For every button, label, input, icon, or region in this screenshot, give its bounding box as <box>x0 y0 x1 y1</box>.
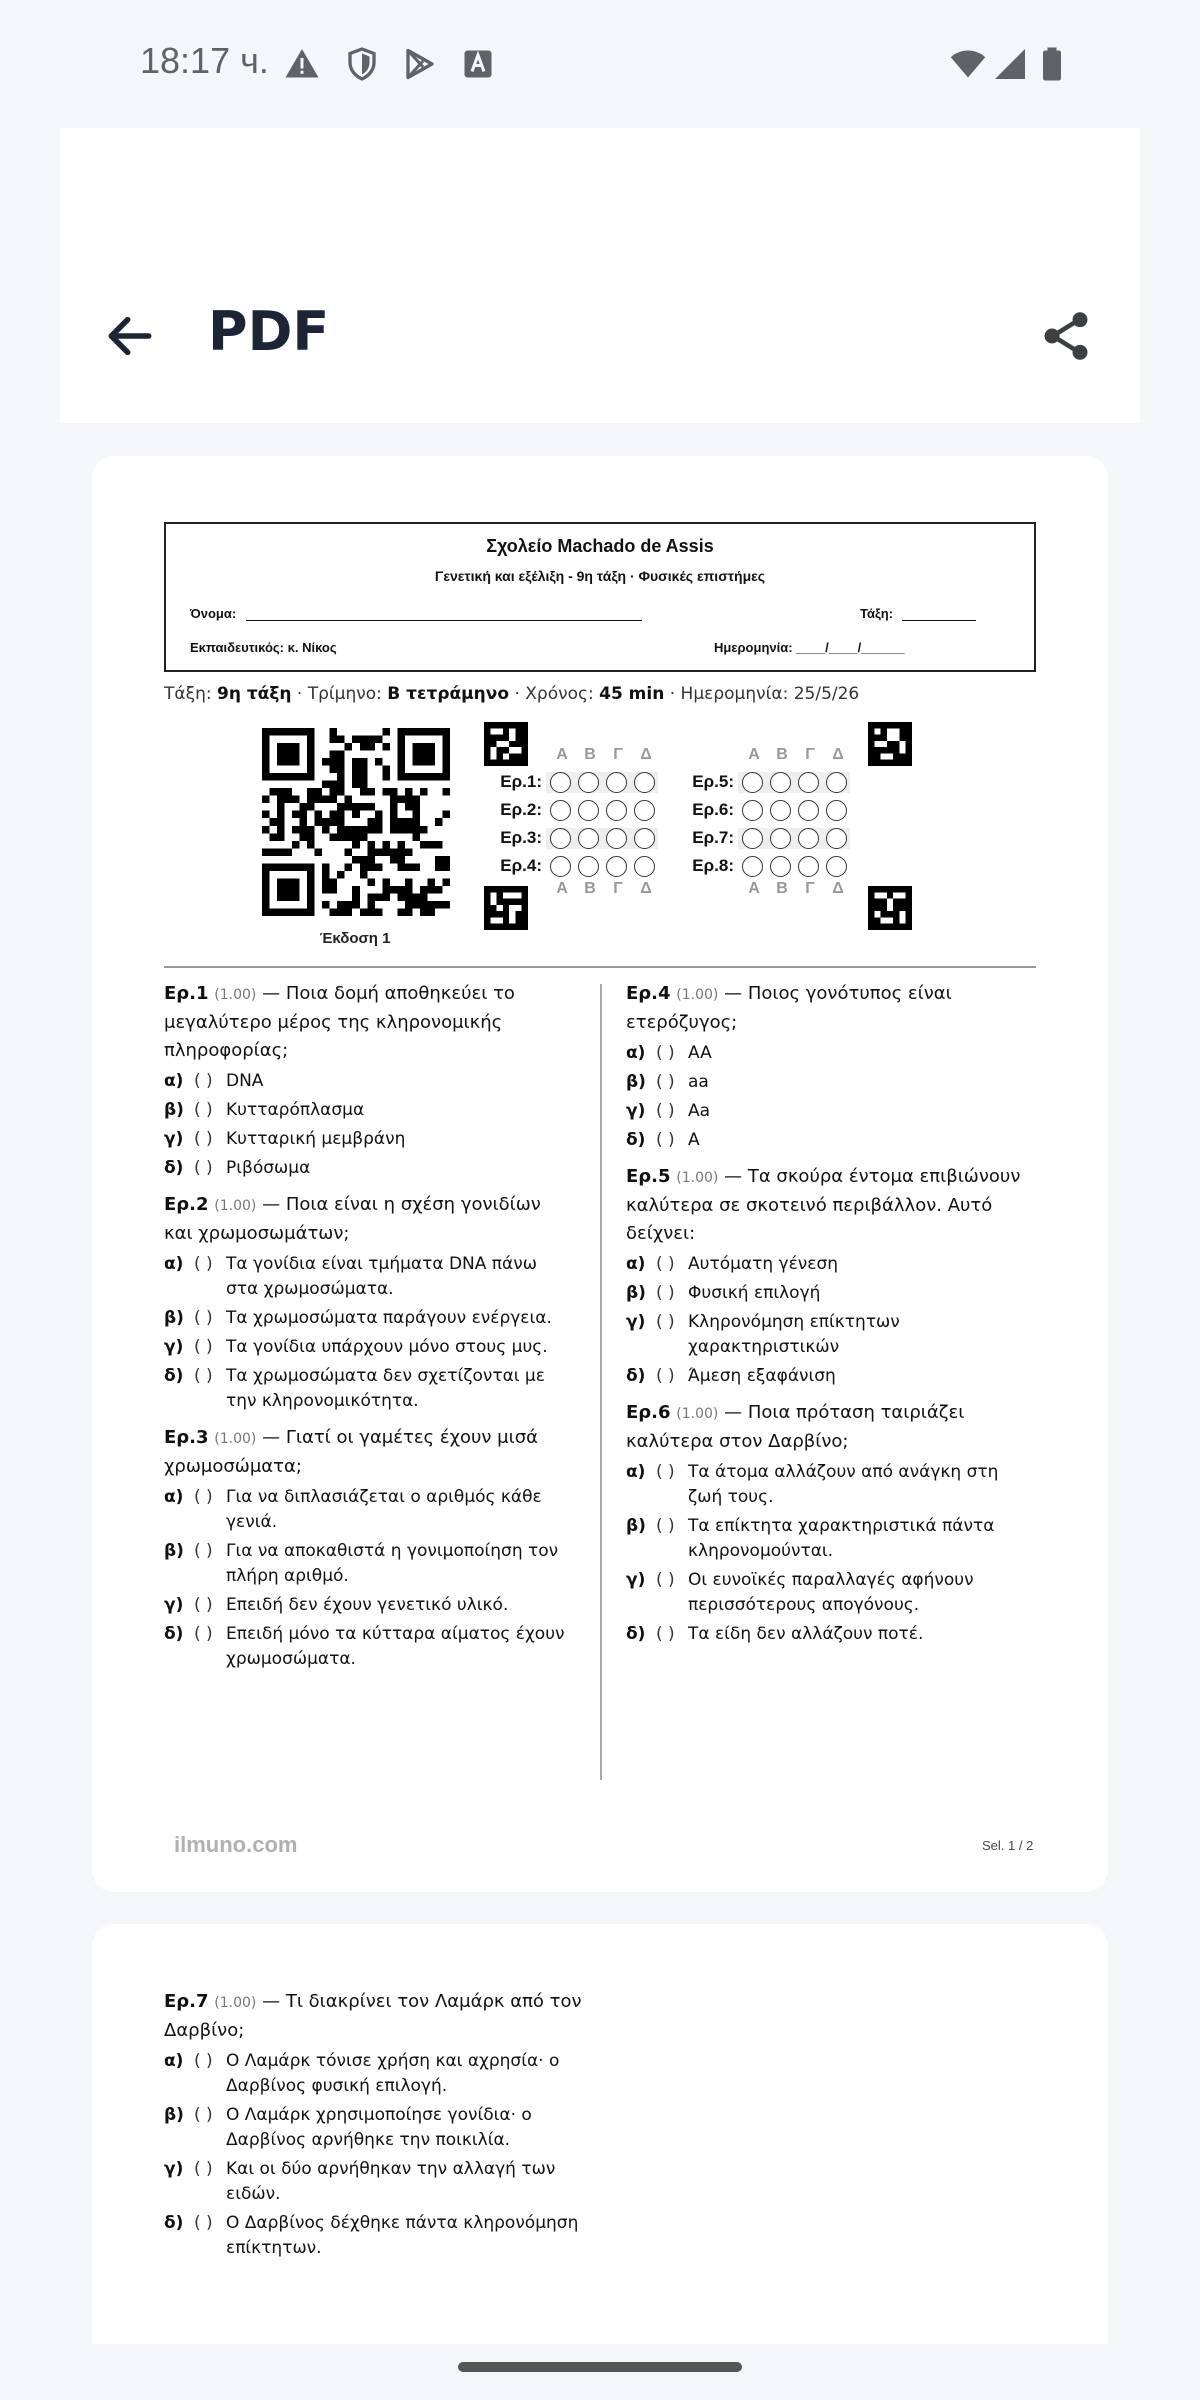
answer-option[interactable] <box>164 1127 574 1152</box>
answer-option[interactable] <box>164 1069 574 1094</box>
option-checkbox[interactable]: ( ) <box>194 1487 213 1507</box>
answer-bubble[interactable] <box>578 772 599 793</box>
answer-row: Ερ.5: <box>684 768 850 796</box>
answer-option[interactable] <box>164 1098 574 1123</box>
option-text: Τα χρωμοσώματα δεν σχετίζονται με την κληρονομικότητα. <box>226 1366 545 1411</box>
option-checkbox[interactable]: ( ) <box>656 1462 675 1482</box>
answer-option[interactable] <box>626 1622 1036 1647</box>
answer-row: Ερ.8: <box>684 852 850 880</box>
info-term-value: B τετράμηνο <box>387 684 510 704</box>
question-number: Ερ.7 <box>164 1991 209 2012</box>
option-checkbox[interactable]: ( ) <box>656 1283 675 1303</box>
option-letter: α) <box>164 1487 184 1507</box>
answer-option[interactable] <box>626 1460 1036 1510</box>
option-checkbox[interactable]: ( ) <box>194 1541 213 1561</box>
info-date: · Ημερομηνία: 25/5/26 <box>664 684 860 704</box>
option-text: Τα άτομα αλλάζουν από ανάγκη στη ζωή τους. <box>688 1462 999 1507</box>
answer-bubble[interactable] <box>634 800 655 821</box>
qr-code <box>262 728 450 916</box>
option-checkbox[interactable]: ( ) <box>656 1130 675 1150</box>
answer-option[interactable] <box>164 2103 584 2153</box>
answer-bubble[interactable] <box>826 772 847 793</box>
option-letter: β) <box>626 1283 646 1303</box>
info-time-label: · Χρόνος: <box>509 684 600 704</box>
option-text: A <box>688 1130 700 1150</box>
grid-letters-top-left: Α Β Γ Δ <box>556 746 652 763</box>
option-checkbox[interactable]: ( ) <box>194 1624 213 1644</box>
question-number: Ερ.3 <box>164 1427 209 1448</box>
question-points: (1.00) <box>214 1431 257 1447</box>
school-name: Σχολείο Machado de Assis <box>486 536 714 556</box>
option-text: Τα επίκτητα χαρακτηριστικά πάντα κληρονομούνται. <box>688 1516 995 1561</box>
option-checkbox[interactable]: ( ) <box>194 1254 213 1274</box>
option-checkbox[interactable]: ( ) <box>194 1158 213 1178</box>
answer-option[interactable] <box>164 1593 574 1618</box>
option-checkbox[interactable]: ( ) <box>194 1071 213 1091</box>
info-term-label: · Τρίμηνο: <box>291 684 388 704</box>
option-checkbox[interactable]: ( ) <box>194 1366 213 1386</box>
section-divider <box>164 966 1036 968</box>
column-separator <box>600 984 602 1780</box>
question-number: Ερ.5 <box>626 1166 671 1187</box>
answer-bubble[interactable] <box>770 856 791 877</box>
answer-option[interactable] <box>626 1041 1036 1066</box>
option-checkbox[interactable]: ( ) <box>656 1366 675 1386</box>
answer-bubble[interactable] <box>578 856 599 877</box>
translate-icon <box>460 46 496 82</box>
answer-bubble[interactable] <box>606 856 627 877</box>
answer-option[interactable] <box>626 1252 1036 1277</box>
answer-option[interactable] <box>626 1128 1036 1153</box>
name-label: Όνομα: <box>190 606 237 621</box>
option-checkbox[interactable]: ( ) <box>656 1254 675 1274</box>
question-text: — Τι διακρίνει τον Λαμάρκ από τον Δαρβίνο; <box>164 1991 582 2041</box>
battery-icon <box>1040 46 1064 82</box>
option-letter: β) <box>164 1308 184 1328</box>
option-checkbox[interactable]: ( ) <box>656 1570 675 1590</box>
play-store-icon <box>402 46 438 82</box>
option-letter: δ) <box>164 1624 184 1644</box>
footer-page-number: Sel. 1 / 2 <box>982 1838 1034 1853</box>
answer-option[interactable] <box>164 2211 584 2261</box>
class-label: Τάξη: <box>860 606 894 621</box>
info-time-value: 45 min <box>599 684 665 704</box>
question <box>164 1424 574 1672</box>
question-points: (1.00) <box>676 1406 719 1422</box>
option-checkbox[interactable]: ( ) <box>656 1624 675 1644</box>
answer-option[interactable] <box>164 2049 584 2099</box>
share-icon[interactable] <box>1038 308 1094 364</box>
question-title <box>626 980 1036 1037</box>
answer-bubble[interactable] <box>798 828 819 849</box>
option-text: Αυτόματη γένεση <box>688 1254 839 1274</box>
answer-option[interactable] <box>626 1310 1036 1360</box>
option-letter: δ) <box>626 1130 646 1150</box>
exam-info <box>164 684 859 704</box>
option-letter: α) <box>626 1254 646 1274</box>
answer-bubble[interactable] <box>550 856 571 877</box>
gesture-nav-bar[interactable] <box>458 2362 742 2372</box>
questions-right-column <box>626 980 1036 1657</box>
option-text: Φυσική επιλογή <box>688 1283 821 1303</box>
teacher-label: Εκπαιδευτικός: κ. Νίκος <box>190 640 337 655</box>
option-text: DNA <box>226 1071 264 1091</box>
answer-option[interactable] <box>164 1306 574 1331</box>
answer-bubble[interactable] <box>550 828 571 849</box>
question-text: — Ποια είναι η σχέση γονιδίων και χρωμοσωμάτων; <box>164 1194 541 1244</box>
question-title <box>626 1399 1036 1456</box>
answer-option[interactable] <box>164 1156 574 1181</box>
option-checkbox[interactable]: ( ) <box>194 1100 213 1120</box>
option-checkbox[interactable]: ( ) <box>656 1101 675 1121</box>
option-letter: α) <box>626 1043 646 1063</box>
option-text: Ο Λαμάρκ τόνισε χρήση και αχρησία· ο Δαρβίνος φυσική επιλογή. <box>226 2051 560 2096</box>
question <box>626 980 1036 1153</box>
question-points: (1.00) <box>676 987 719 1003</box>
answer-bubble[interactable] <box>634 856 655 877</box>
option-letter: γ) <box>626 1570 646 1590</box>
option-checkbox[interactable]: ( ) <box>656 1516 675 1536</box>
option-text: aa <box>688 1072 709 1092</box>
question-title <box>164 980 574 1065</box>
option-text: Τα γονίδια υπάρχουν μόνο στους μυς. <box>226 1337 548 1357</box>
option-text: Aa <box>688 1101 711 1121</box>
answer-bubble[interactable] <box>826 828 847 849</box>
answer-option[interactable] <box>164 2157 584 2207</box>
answer-bubble[interactable] <box>578 828 599 849</box>
answer-bubble[interactable] <box>798 800 819 821</box>
answer-row: Ερ.7: <box>684 824 850 852</box>
grid-letters-bottom-right: Α Β Γ Δ <box>748 880 844 897</box>
pdf-page-1 <box>92 456 1108 1892</box>
question-points: (1.00) <box>214 1995 257 2011</box>
question-points: (1.00) <box>676 1170 719 1186</box>
option-text: Τα χρωμοσώματα παράγουν ενέργεια. <box>226 1308 552 1328</box>
question-title <box>164 1424 574 1481</box>
option-text: Κληρονόμηση επίκτητων χαρακτηριστικών <box>688 1312 900 1357</box>
app-bar <box>60 128 1140 423</box>
option-text: Για να αποκαθιστά η γονιμοποίηση τον πλήρη αριθμό. <box>226 1541 559 1586</box>
answer-option[interactable] <box>164 1622 574 1672</box>
fiducial-marker <box>868 722 912 766</box>
option-letter: β) <box>164 1100 184 1120</box>
option-letter: β) <box>164 2105 184 2125</box>
answer-bubble[interactable] <box>606 828 627 849</box>
option-letter: γ) <box>164 1337 184 1357</box>
question-points: (1.00) <box>214 1198 257 1214</box>
answer-bubble[interactable] <box>550 800 571 821</box>
status-bar <box>0 0 1200 128</box>
name-line <box>246 620 642 621</box>
option-letter: δ) <box>626 1366 646 1386</box>
answer-bubble[interactable] <box>742 856 763 877</box>
answer-option[interactable] <box>626 1514 1036 1564</box>
option-text: Και οι δύο αρνήθηκαν την αλλαγή των ειδών. <box>226 2159 556 2204</box>
class-line <box>902 620 976 621</box>
answer-bubble[interactable] <box>826 800 847 821</box>
option-checkbox[interactable]: ( ) <box>194 1595 213 1615</box>
answer-option[interactable] <box>626 1070 1036 1095</box>
question-number: Ερ.2 <box>164 1194 209 1215</box>
pdf-page-2 <box>92 1924 1108 2344</box>
version-label: Έκδοση 1 <box>319 930 391 947</box>
answer-bubble[interactable] <box>742 800 763 821</box>
answer-option[interactable] <box>164 1364 574 1414</box>
fiducial-marker <box>868 886 912 930</box>
option-letter: β) <box>164 1541 184 1561</box>
option-checkbox[interactable]: ( ) <box>656 1312 675 1332</box>
option-checkbox[interactable]: ( ) <box>656 1072 675 1092</box>
option-text: Ο Δαρβίνος δέχθηκε πάντα κληρονόμηση επίκτητων. <box>226 2213 579 2258</box>
question-title <box>164 1191 574 1248</box>
question-number: Ερ.1 <box>164 983 209 1004</box>
answer-bubble[interactable] <box>798 772 819 793</box>
answer-row: Ερ.6: <box>684 796 850 824</box>
option-letter: δ) <box>626 1624 646 1644</box>
grid-letters-bottom-left: Α Β Γ Δ <box>556 880 652 897</box>
question-text: — Ποια δομή αποθηκεύει το μεγαλύτερο μέρος της κληρονομικής πληροφορίας; <box>164 983 515 1061</box>
question <box>626 1163 1036 1389</box>
option-letter: γ) <box>626 1101 646 1121</box>
option-text: Τα γονίδια είναι τμήματα DNA πάνω στα χρωμοσώματα. <box>226 1254 537 1299</box>
answer-bubble[interactable] <box>770 800 791 821</box>
exam-subtitle: Γενετική και εξέλιξη - 9η τάξη · Φυσικές επιστήμες <box>434 568 766 584</box>
option-letter: γ) <box>626 1312 646 1332</box>
answer-option[interactable] <box>626 1281 1036 1306</box>
answer-bubble[interactable] <box>770 772 791 793</box>
answer-bubble[interactable] <box>798 856 819 877</box>
page-title: PDF <box>208 300 330 363</box>
option-letter: α) <box>626 1462 646 1482</box>
answer-row: Ερ.2: <box>492 796 658 824</box>
option-text: Κυτταρική μεμβράνη <box>226 1129 406 1149</box>
question-title <box>626 1163 1036 1248</box>
answer-option[interactable] <box>164 1252 574 1302</box>
option-letter: γ) <box>164 1129 184 1149</box>
option-checkbox[interactable]: ( ) <box>194 1129 213 1149</box>
shield-icon <box>344 46 380 82</box>
answer-bubble[interactable] <box>742 772 763 793</box>
option-checkbox[interactable]: ( ) <box>656 1043 675 1063</box>
option-letter: α) <box>164 1254 184 1274</box>
option-checkbox[interactable]: ( ) <box>194 2213 213 2233</box>
fiducial-marker <box>484 886 528 930</box>
question-points: (1.00) <box>214 987 257 1003</box>
option-text: Ριβόσωμα <box>226 1158 311 1178</box>
answer-option[interactable] <box>164 1335 574 1360</box>
answer-row: Ερ.3: <box>492 824 658 852</box>
arrow-left-icon[interactable] <box>102 308 158 364</box>
option-letter: α) <box>164 2051 184 2071</box>
option-text: AA <box>688 1043 712 1063</box>
fiducial-marker <box>484 722 528 766</box>
answer-bubble[interactable] <box>770 828 791 849</box>
option-text: Για να διπλασιάζεται ο αριθμός κάθε γενιά. <box>226 1487 542 1532</box>
footer-brand: ilmuno.com <box>174 1832 298 1857</box>
option-text: Κυτταρόπλασμα <box>226 1100 365 1120</box>
answer-bubble[interactable] <box>606 800 627 821</box>
option-text: Ο Λαμάρκ χρησιμοποίησε γονίδια· ο Δαρβίνος αρνήθηκε την ποικιλία. <box>226 2105 532 2150</box>
option-letter: γ) <box>164 1595 184 1615</box>
option-checkbox[interactable]: ( ) <box>194 1337 213 1357</box>
answer-bubble[interactable] <box>606 772 627 793</box>
option-text: Οι ευνοϊκές παραλλαγές αφήνουν περισσότερους απογόνους. <box>688 1570 974 1615</box>
option-letter: β) <box>626 1072 646 1092</box>
question-text: — Τα σκούρα έντομα επιβιώνουν καλύτερα σε σκοτεινό περιβάλλον. Αυτό δείχνει: <box>626 1166 1021 1244</box>
info-class-label: Τάξη: <box>164 684 217 704</box>
answer-bubble[interactable] <box>634 772 655 793</box>
question <box>164 1988 584 2261</box>
question-title <box>164 1988 584 2045</box>
answer-bubble[interactable] <box>578 800 599 821</box>
info-class-value: 9η τάξη <box>216 684 292 704</box>
exam-header <box>164 522 1036 672</box>
option-text: Τα είδη δεν αλλάζουν ποτέ. <box>688 1624 924 1644</box>
option-letter: α) <box>164 1071 184 1091</box>
answer-option[interactable] <box>164 1539 574 1589</box>
option-text: Επειδή μόνο τα κύτταρα αίματος έχουν χρωμοσώματα. <box>226 1624 565 1669</box>
question-number: Ερ.4 <box>626 983 671 1004</box>
answer-option[interactable] <box>626 1364 1036 1389</box>
question-number: Ερ.6 <box>626 1402 671 1423</box>
answer-option[interactable] <box>626 1099 1036 1124</box>
option-letter: δ) <box>164 1158 184 1178</box>
date-label: Ημερομηνία: ____/____/______ <box>714 640 905 655</box>
grid-letters-top-right: Α Β Γ Δ <box>748 746 844 763</box>
answer-bubble[interactable] <box>826 856 847 877</box>
answer-bubble[interactable] <box>742 828 763 849</box>
answer-bubble[interactable] <box>634 828 655 849</box>
option-letter: δ) <box>164 2213 184 2233</box>
answer-row: Ερ.4: <box>492 852 658 880</box>
option-text: Άμεση εξαφάνιση <box>688 1366 836 1386</box>
option-letter: γ) <box>164 2159 184 2179</box>
answer-option[interactable] <box>164 1485 574 1535</box>
question <box>626 1399 1036 1647</box>
signal-icon <box>992 46 1028 82</box>
questions-page2-column <box>164 1988 584 2271</box>
answer-option[interactable] <box>626 1568 1036 1618</box>
question-text: — Ποια πρόταση ταιριάζει καλύτερα στον Δαρβίνο; <box>626 1402 965 1452</box>
wifi-icon <box>948 46 988 82</box>
option-text: Επειδή δεν έχουν γενετικό υλικό. <box>226 1595 509 1615</box>
question-text: — Γιατί οι γαμέτες έχουν μισά χρωμοσώματα; <box>164 1427 538 1477</box>
question <box>164 980 574 1181</box>
answer-row: Ερ.1: <box>492 768 658 796</box>
question-text: — Ποιος γονότυπος είναι ετερόζυγος; <box>626 983 952 1033</box>
warning-icon <box>284 46 320 82</box>
question <box>164 1191 574 1414</box>
option-letter: δ) <box>164 1366 184 1386</box>
questions-left-column <box>164 980 574 1682</box>
answer-bubble[interactable] <box>550 772 571 793</box>
option-checkbox[interactable]: ( ) <box>194 2105 213 2125</box>
option-checkbox[interactable]: ( ) <box>194 2159 213 2179</box>
status-time: 18:17 ч. <box>140 40 269 81</box>
option-checkbox[interactable]: ( ) <box>194 2051 213 2071</box>
option-letter: β) <box>626 1516 646 1536</box>
option-checkbox[interactable]: ( ) <box>194 1308 213 1328</box>
